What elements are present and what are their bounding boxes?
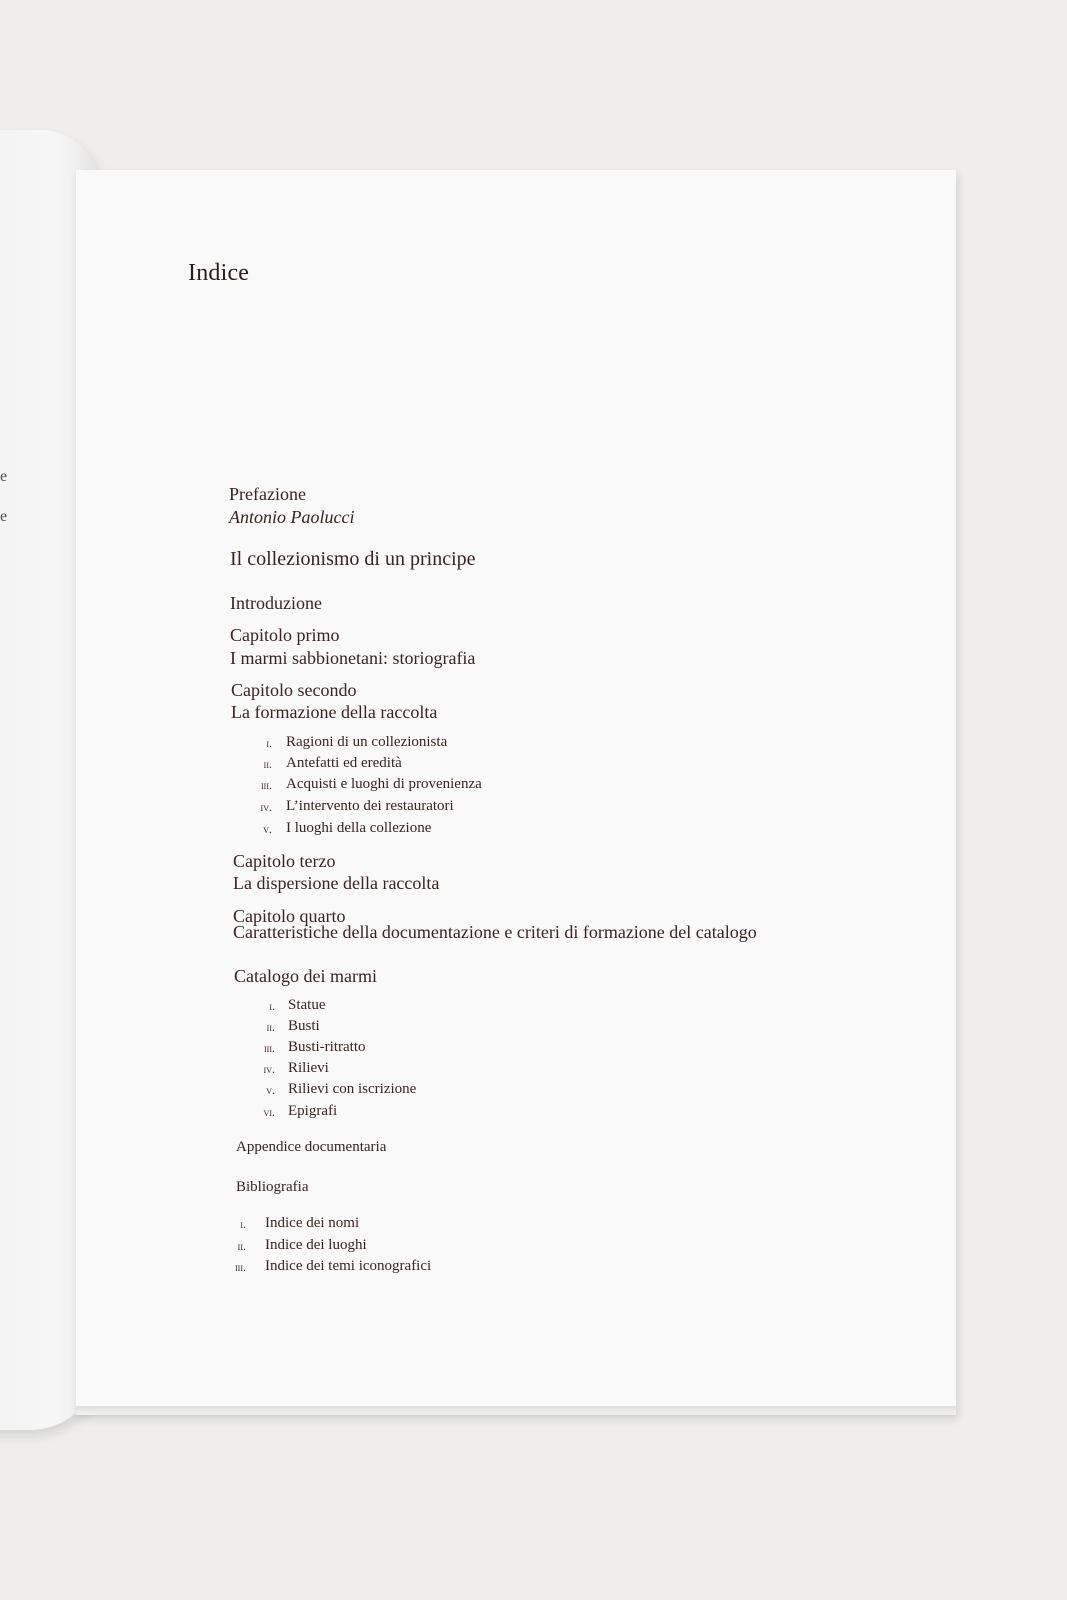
subentry-label: Antefatti ed eredità	[286, 755, 402, 771]
entry-subtitle: Caratteristiche della documentazione e criteri di formazione del catalogo	[233, 922, 757, 942]
facing-page-text: e	[0, 508, 8, 525]
subentry-label: Busti-ritratto	[288, 1039, 366, 1055]
subentry-label: Indice dei temi iconografici	[265, 1258, 432, 1274]
entry-label: Capitolo quarto	[233, 906, 346, 926]
roman-numeral: iii.	[264, 1041, 275, 1055]
entry-subtitle: La dispersione della raccolta	[233, 873, 440, 893]
roman-numeral: vi.	[263, 1105, 275, 1119]
entry-author: Antonio Paolucci	[229, 507, 355, 527]
roman-numeral: i.	[269, 999, 275, 1013]
roman-numeral: iii.	[261, 778, 272, 792]
book-page	[76, 170, 956, 1415]
entry-label: Capitolo terzo	[233, 851, 336, 871]
roman-numeral: ii.	[263, 757, 272, 771]
roman-numeral: iv.	[260, 800, 272, 814]
roman-numeral: v.	[263, 822, 272, 836]
subentry-label: Indice dei luoghi	[265, 1237, 367, 1253]
subentry-label: Rilievi con iscrizione	[288, 1081, 417, 1097]
entry-label: Bibliografia	[236, 1179, 309, 1195]
entry-subtitle: La formazione della raccolta	[231, 702, 438, 722]
page-shadow	[76, 1406, 956, 1418]
roman-numeral: ii.	[237, 1239, 246, 1253]
roman-numeral: ii.	[266, 1020, 275, 1034]
subentry-label: I luoghi della collezione	[286, 820, 432, 836]
entry-label: Prefazione	[229, 484, 306, 504]
entry-subtitle: I marmi sabbionetani: storiografia	[230, 648, 476, 668]
entry-label: Appendice documentaria	[236, 1139, 387, 1155]
subentry-label: Rilievi	[288, 1060, 329, 1076]
subentry-label: Statue	[288, 997, 326, 1013]
subentry-label: Indice dei nomi	[265, 1215, 360, 1231]
roman-numeral: iv.	[263, 1062, 275, 1076]
roman-numeral: iii.	[235, 1260, 246, 1274]
subentry-label: Acquisti e luoghi di provenienza	[286, 776, 482, 792]
roman-numeral: i.	[266, 736, 272, 750]
facing-page-text: e	[0, 468, 8, 485]
subentry-label: Epigrafi	[288, 1103, 338, 1119]
subentry-label: Ragioni di un collezionista	[286, 734, 448, 750]
entry-label: Capitolo primo	[230, 625, 340, 645]
page-title: Indice	[188, 260, 250, 286]
subentry-label: L’intervento dei restauratori	[286, 798, 454, 814]
roman-numeral: v.	[266, 1083, 275, 1097]
roman-numeral: i.	[240, 1217, 246, 1231]
section-heading-label: Il collezionismo di un principe	[230, 548, 476, 570]
subentry-label: Busti	[288, 1018, 320, 1034]
entry-label: Catalogo dei marmi	[234, 966, 377, 986]
entry-label: Capitolo secondo	[231, 680, 357, 700]
entry-label: Introduzione	[230, 593, 322, 613]
